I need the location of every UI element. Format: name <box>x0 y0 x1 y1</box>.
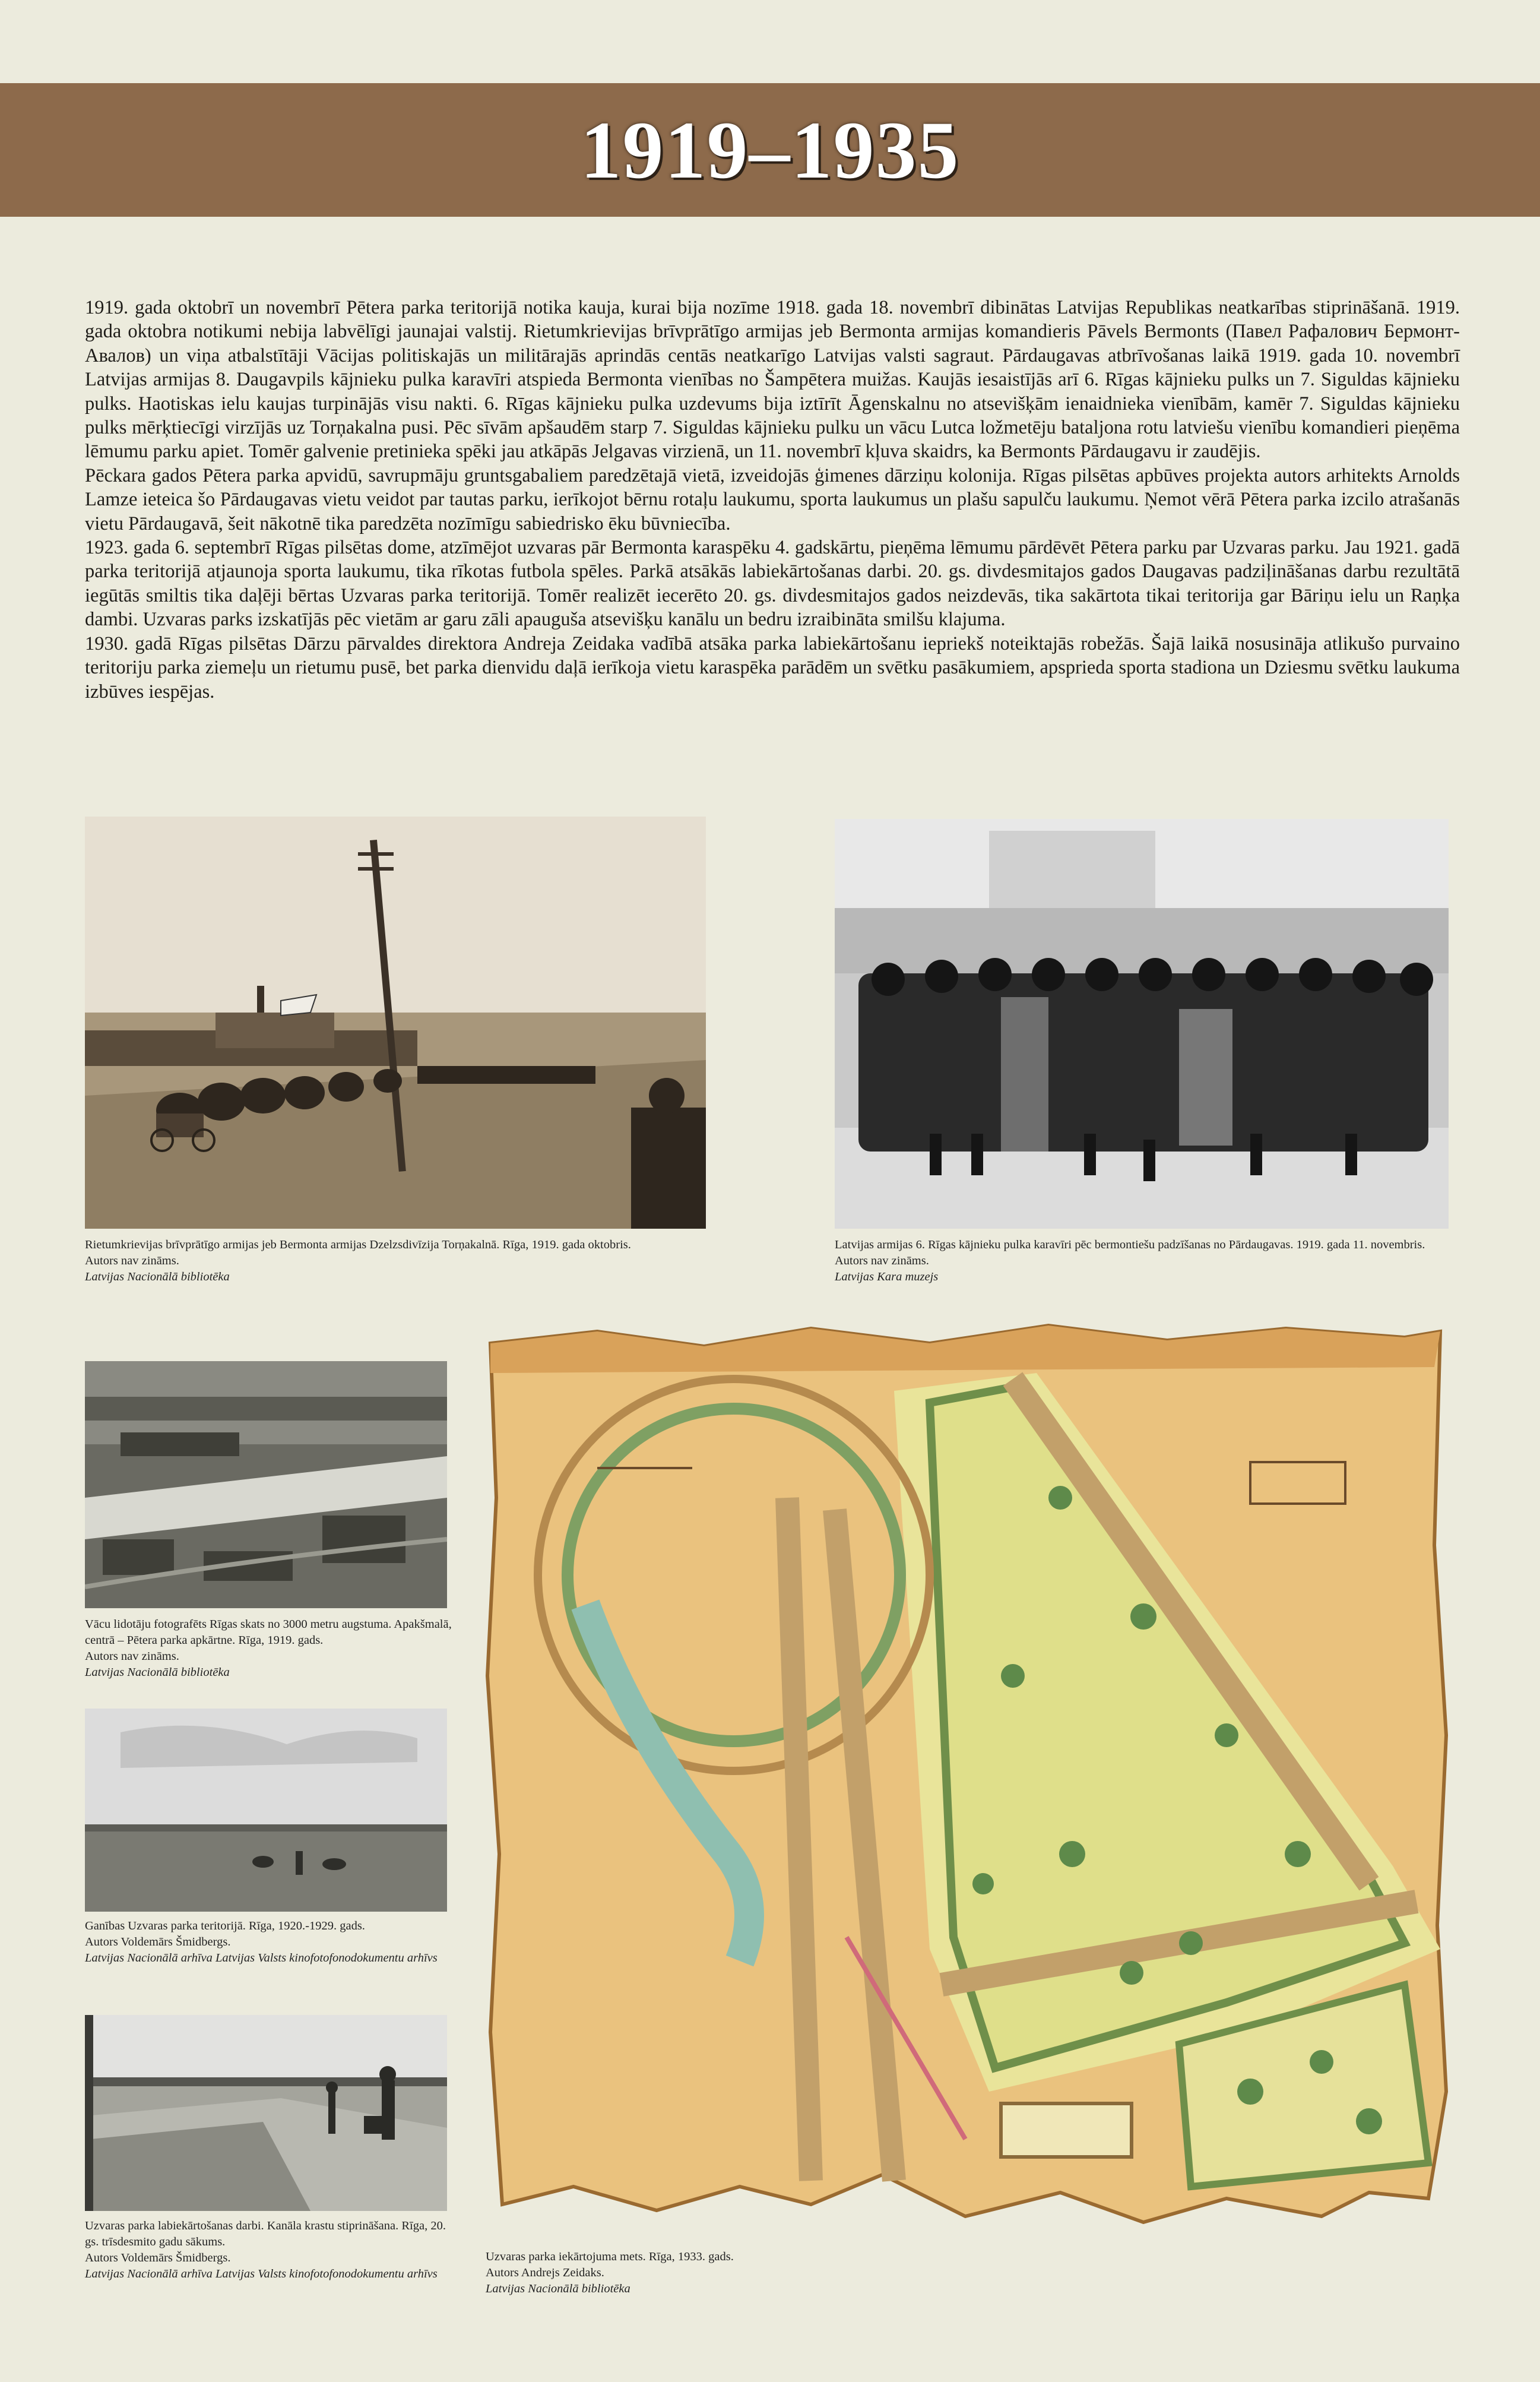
caption-text: Vācu lidotāju fotografēts Rīgas skats no 3000 metru augstuma. Apakšmalā, centrā – Pētera parka apkārtne. Rīga, 1919. gads. <box>85 1618 452 1647</box>
caption-author: Autors Andrejs Zeidaks. <box>486 2266 604 2279</box>
caption-text: Uzvaras parka iekārtojuma mets. Rīga, 1933. gads. <box>486 2250 734 2263</box>
intro-paragraph-3: 1923. gada 6. septembrī Rīgas pilsētas dome, atzīmējot uzvaras pār Bermonta karaspēku 4. gadskārtu, pieņēma lēmumu pārdēvēt Pētera parku par Uzvaras parku. Jau 1921. gadā parka teritorijā atjaunoja sporta laukumu, tika rīkotas futbola spēles. Parkā atsākās labiekārtošanas darbi. 20. gs. divdesmitajos gados Daugavas padziļināšanas darbu rezultātā iegūtās smiltis tika daļēji bērtas Uzvaras parka teritorijā. Tomēr realizēt iecerēto 20. gs. divdesmitajos gados neizdevās, tika sakārtota tikai teritorija gar Bāriņu ielu un Raņķa dambi. Uzvaras parks izskatījās pēc vietām ar garu zāli apaugušа atsevišķu kanālu un bedru izraibināta smilšu klajuma. <box>85 537 1460 631</box>
caption-author: Autors nav zināms. <box>85 1650 179 1663</box>
intro-paragraph-2: Pēckara gados Pētera parka apvidū, savrupmāju gruntsgabaliem paredzētajā vietā, izveidojās ģimenes dārziņu kolonija. Rīgas pilsētas apbūves projekta autors arhitekts Arnolds Lamze ieteica šo Pārdaugavas vietu veidot par tautas parku, ierīkojot bērnu rotaļu laukumu, sporta laukumus un plašu sapulču laukumu. Ņemot vērā Pētera parka izcilo atrašanās vietu Pārdaugavā, šeit nākotnē tika paredzēta nozīmīgu sabiedrisko ēku būvniecība. <box>85 464 1460 534</box>
photo-pastures <box>85 1709 447 1912</box>
caption-source: Latvijas Nacionālā bibliotēka <box>85 1270 230 1283</box>
photo-aerial-view <box>85 1361 447 1608</box>
caption-source: Latvijas Nacionālā arhīva Latvijas Valsts kinofotofonodokumentu arhīvs <box>85 2267 438 2280</box>
caption-source: Latvijas Nacionālā bibliotēka <box>486 2282 630 2295</box>
caption-pastures <box>85 1918 453 1966</box>
caption-author: Autors Voldemārs Šmidbergs. <box>85 1935 231 1948</box>
photo-canal-works <box>85 2015 447 2211</box>
caption-source: Latvijas Nacionālā arhīva Latvijas Valsts kinofotofonodokumentu arhīvs <box>85 1951 438 1965</box>
photo-park-plan <box>479 1320 1452 2240</box>
caption-text: Rietumkrievijas brīvprātīgo armijas jeb Bermonta armijas Dzelzsdivīzija Torņakalnā. Rīga, 1919. gada oktobris. <box>85 1238 631 1251</box>
caption-source: Latvijas Nacionālā bibliotēka <box>85 1666 230 1679</box>
caption-source: Latvijas Kara muzejs <box>835 1270 939 1283</box>
title-banner <box>0 83 1540 217</box>
caption-text: Latvijas armijas 6. Rīgas kājnieku pulka karavīri pēc bermontiešu padzīšanas no Pārdaugavas. 1919. gada 11. novembris. <box>835 1238 1425 1251</box>
caption-bermont-division <box>85 1237 708 1285</box>
caption-aerial-view <box>85 1617 453 1681</box>
caption-author: Autors nav zināms. <box>85 1254 179 1267</box>
photo-sixth-regiment <box>835 819 1449 1229</box>
intro-text <box>85 296 1460 704</box>
intro-paragraph-4: 1930. gadā Rīgas pilsētas Dārzu pārvaldes direktora Andreja Zeidaka vadībā atsāka parka labiekārtošanu iepriekš noteiktajās robežās. Šajā laikā nosusināja atlikušo purvaino teritoriju parka ziemeļu un rietumu pusē, bet parka dienvidu daļā ierīkoja vietu karaspēka parādēm un svētku pasākumiem, apsprieda sporta stadiona un Dziesmu svētku laukuma izbūves iespējas. <box>85 632 1460 703</box>
caption-park-plan <box>486 2249 901 2297</box>
caption-sixth-regiment <box>835 1237 1458 1285</box>
caption-text: Uzvaras parka labiekārtošanas darbi. Kanāla krastu stiprināšana. Rīga, 20. gs. trīsdesmito gadu sākums. <box>85 2219 446 2248</box>
caption-canal-works <box>85 2218 453 2282</box>
page-title: 1919–1935 <box>580 105 960 195</box>
photo-bermont-division <box>85 817 706 1229</box>
intro-paragraph-1: 1919. gada oktobrī un novembrī Pētera parka teritorijā notika kauja, kurai bija nozīme 1918. gada 18. novembrī dibinātas Latvijas Republikas neatkarības stiprināšanā. 1919. gada oktobra notikumi nebija labvēlīgi jaunajai valstij. Rietumkrievijas brīvprātīgo armijas jeb Bermonta armijas komandieris Pāvels Bermonts (Павел Рафалович Бермонт-Авалов) un viņa atbalstītāji Vācijas politiskajās un militārajās aprindās centās neatkarīgo Latvijas valsti sagraut. Pārdaugavas atbrīvošanas laikā 1919. gada 10. novembrī Latvijas armijas 8. Daugavpils kājnieku pulka karavīri atspieda Bermonta vienības no Šampētera muižas. Kaujās iesaistījās arī 6. Rīgas kājnieku pulks un 7. Siguldas kājnieku pulks. Haotiskas ielu kaujas turpinājās visu nakti. 6. Rīgas kājnieku pulka uzdevums bija iztīrīt Āgenskalnu no atsevišķām ienaidnieka vienībām, kamēr 7. Siguldas kājnieku pulks mērķtiecīgi virzījās uz Torņakalna pusi. Pēc sīvām apšaudēm starp 7. Siguldas kājnieku pulku un vācu Lutca ložmetēju bataljona rotu latviešu vienību komandieri pieņēma lēmumu parku apiet. Tomēr galvenie pretinieka spēki jau atkāpās Jelgavas virzienā, un 11. novembrī kļuva skaidrs, ka Bermonts Pārdaugavu ir zaudējis. <box>85 297 1460 463</box>
caption-text: Ganības Uzvaras parka teritorijā. Rīga, 1920.-1929. gads. <box>85 1919 365 1932</box>
caption-author: Autors Voldemārs Šmidbergs. <box>85 2251 231 2264</box>
caption-author: Autors nav zināms. <box>835 1254 929 1267</box>
